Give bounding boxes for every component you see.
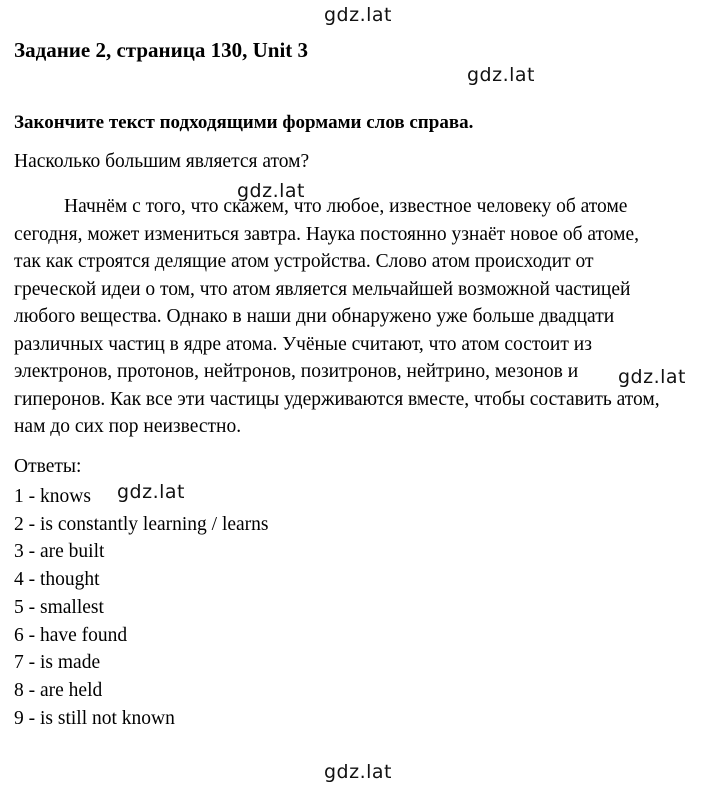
watermark-text: gdz.lat: [618, 366, 687, 388]
answers-heading: Ответы:: [14, 456, 82, 477]
passage-line: так как строятся делящие атом устройства. Слово атом происходит от: [14, 251, 594, 272]
text-title: Насколько большим является атом?: [14, 151, 310, 172]
passage-line: различных частиц в ядре атома. Учёные считают, что атом состоит из: [14, 333, 592, 355]
answer-item: 6 - have found: [14, 624, 128, 646]
passage-line: любого вещества. Однако в наши дни обнаружено уже больше двадцати: [14, 306, 615, 327]
passage-line: нам до сих пор неизвестно.: [14, 416, 242, 437]
passage-line: электронов, протонов, нейтронов, позитронов, нейтрино, мезонов и: [14, 361, 579, 382]
answer-item: 2 - is constantly learning / learns: [14, 513, 269, 535]
watermark-text: gdz.lat: [324, 761, 393, 783]
answers-list: [14, 483, 269, 732]
answer-item: 7 - is made: [14, 652, 101, 674]
watermark-text: gdz.lat: [324, 4, 393, 26]
answer-item: 4 - thought: [14, 569, 100, 591]
passage-line: Начнём с того, что скажем, что любое, известное человеку об атоме: [64, 196, 628, 217]
passage-text: [14, 193, 714, 441]
passage-line: греческой идеи о том, что атом является мельчайшей возможной частицей: [14, 278, 631, 300]
passage-line: гиперонов. Как все эти частицы удерживаются вместе, чтобы составить атом,: [14, 388, 660, 410]
page-title: Задание 2, страница 130, Unit 3: [14, 38, 309, 62]
watermark-text: gdz.lat: [237, 180, 306, 202]
answer-item: 1 - knows: [14, 486, 91, 507]
answer-item: 5 - smallest: [14, 596, 104, 618]
answer-item: 3 - are built: [14, 541, 105, 563]
passage-line: сегодня, может измениться завтра. Наука постоянно узнаёт новое об атоме,: [14, 223, 640, 245]
task-instruction: Закончите текст подходящими формами слов справа.: [14, 112, 474, 133]
answer-item: 8 - are held: [14, 679, 103, 701]
watermark-text: gdz.lat: [117, 481, 186, 503]
answer-item: 9 - is still not known: [14, 707, 175, 729]
watermark-text: gdz.lat: [467, 64, 536, 86]
